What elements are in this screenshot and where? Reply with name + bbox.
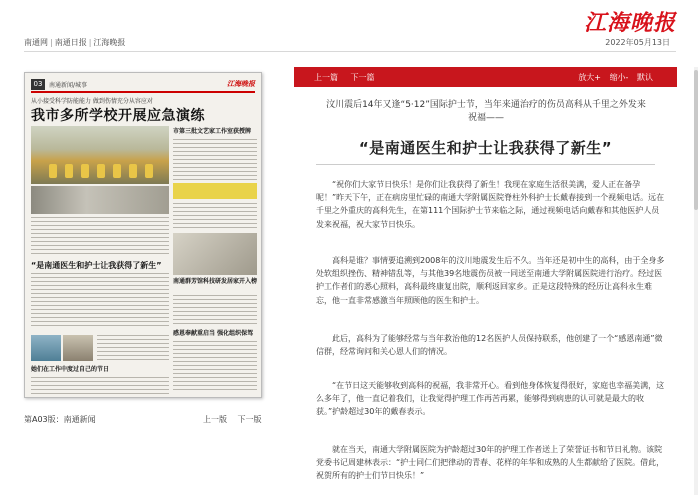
paper-section: 南通新闻/城事 (49, 82, 88, 89)
article-panel (294, 67, 677, 495)
nav-link-nantong-net[interactable]: 南通网 (24, 38, 48, 47)
paper-text-block (31, 217, 169, 255)
paper-small-headline-2[interactable]: 感恩奉献重启当 强化组织保驾 (173, 330, 254, 337)
paper-text-block (173, 139, 257, 181)
article-title: “是南通医生和护士让我获得了新生” (358, 139, 613, 157)
newspaper-page-image[interactable] (24, 72, 262, 398)
article-toolbar (294, 67, 677, 87)
article-paragraph: 高科是谁？事情要追溯到2008年的汶川地震发生后不久。当年还是初中生的高科，由于全身多处软组织挫伤、精神错乱等，与其他39名地震伤员被一同送至南通大学附属医院进行治疗。经过医护工作者们的悉心照料，高科最终康复出院，顺利返回家乡。正是这段特殊的经历让高科永生难忘，他一直非常感激当年照顾他的医生和护士。 (316, 256, 665, 305)
nav-separator: | (50, 38, 53, 47)
paper-small-headline-1[interactable]: 南通群芳馆科技研发居家开入榜 (173, 278, 258, 285)
paper-photo-fifth (63, 335, 93, 361)
site-logo[interactable]: 江海晚报 (583, 10, 676, 36)
zoom-out-button[interactable]: 缩小- (609, 73, 629, 82)
header-divider (24, 51, 676, 52)
nav-link-nantong-daily[interactable]: 南通日报 (54, 38, 87, 47)
paper-header (31, 79, 255, 93)
paper-text-block (31, 273, 169, 329)
page-label: 第A03版：南通新闻 (24, 415, 96, 424)
paper-text-block (173, 295, 257, 325)
paper-kicker: 从小接受科学防能能力 做到伤情充分从容应对 (31, 98, 153, 105)
article-subtitle: 汶川震后14年又逢“5·12”国际护士节，当年来通治疗的伤员高科从千里之外发来祝福—— (326, 100, 646, 124)
paper-photo-second (31, 186, 169, 214)
article-paragraph: 此后，高科为了能够经常与当年救治他的12名医护人员保持联系，他创建了一个“感恩南通”微信群，经常询问和关心恩人们的情况。 (316, 334, 663, 357)
paper-logo: 江海晚报 (227, 80, 255, 88)
prev-article-button[interactable]: 上一篇 (314, 73, 338, 82)
article-paragraph: “在节日这天能够收到高科的祝福，我非常开心。看到他身体恢复得很好，家庭也幸福美满，这么多年了，他一直记着我们，让我觉得护理工作再苦再累，能够得到病患的认可就是最大的收获。”护龄超过30年的戴春表示。 (316, 381, 665, 417)
paper-ad-block (173, 183, 257, 199)
article-paragraph: “祝你们大家节日快乐！是你们让我获得了新生！我现在家庭生活很美满，爱人正在备孕呢！”昨天下午，正在病房里忙碌的南通大学附属医院脊柱外科护士长戴春接到一个视频电话。远在千里之外重庆的高科先生，在第111个国际护士节来临之际，通过视频电话向戴春和其他医护人员发来祝福，祝大家节日快乐。 (316, 180, 665, 229)
top-nav (24, 37, 125, 48)
paper-text-block (173, 341, 257, 393)
next-article-button[interactable]: 下一篇 (350, 73, 375, 82)
nav-link-jianghai-evening[interactable]: 江海晚报 (93, 38, 126, 47)
issue-date: 2022年05月13日 (605, 38, 670, 47)
title-divider (316, 164, 655, 165)
paper-headline-article[interactable]: “是南通医生和护士让我获得了新生” (31, 261, 162, 270)
paper-headline[interactable]: 我市多所学校开展应急演练 (31, 108, 205, 124)
article-paragraph: 就在当天，南通大学附属医院为护龄超过30年的护理工作者送上了荣誉证书和节日礼物。该院党委书记周建林表示：“护士同仁们把律动的青春、花样的年华和成熟的人生都献给了医院。借此，祝贺所有的护士们节日快乐！” (316, 445, 665, 481)
nav-separator: | (88, 38, 92, 47)
paper-text-block (97, 335, 169, 361)
paper-small-headline-3[interactable]: 她们在工作中度过自己的节日 (31, 366, 110, 373)
paper-text-block (173, 203, 257, 229)
zoom-in-button[interactable]: 放大+ (578, 73, 602, 82)
scrollbar-thumb[interactable] (694, 70, 698, 210)
paper-photo-third (173, 233, 257, 275)
paper-photo-drill (31, 126, 169, 184)
page-nav (203, 414, 262, 425)
prev-page-link[interactable]: 上一版 (203, 415, 227, 424)
reset-zoom-button[interactable]: 默认 (637, 73, 653, 82)
paper-side-headline[interactable]: 市第三批文艺家工作室获授牌 (173, 128, 252, 135)
paper-text-block (31, 377, 169, 395)
paper-page-number: 03 (31, 79, 45, 90)
next-page-link[interactable]: 下一版 (237, 415, 262, 424)
paper-photo-fourth (31, 335, 61, 361)
